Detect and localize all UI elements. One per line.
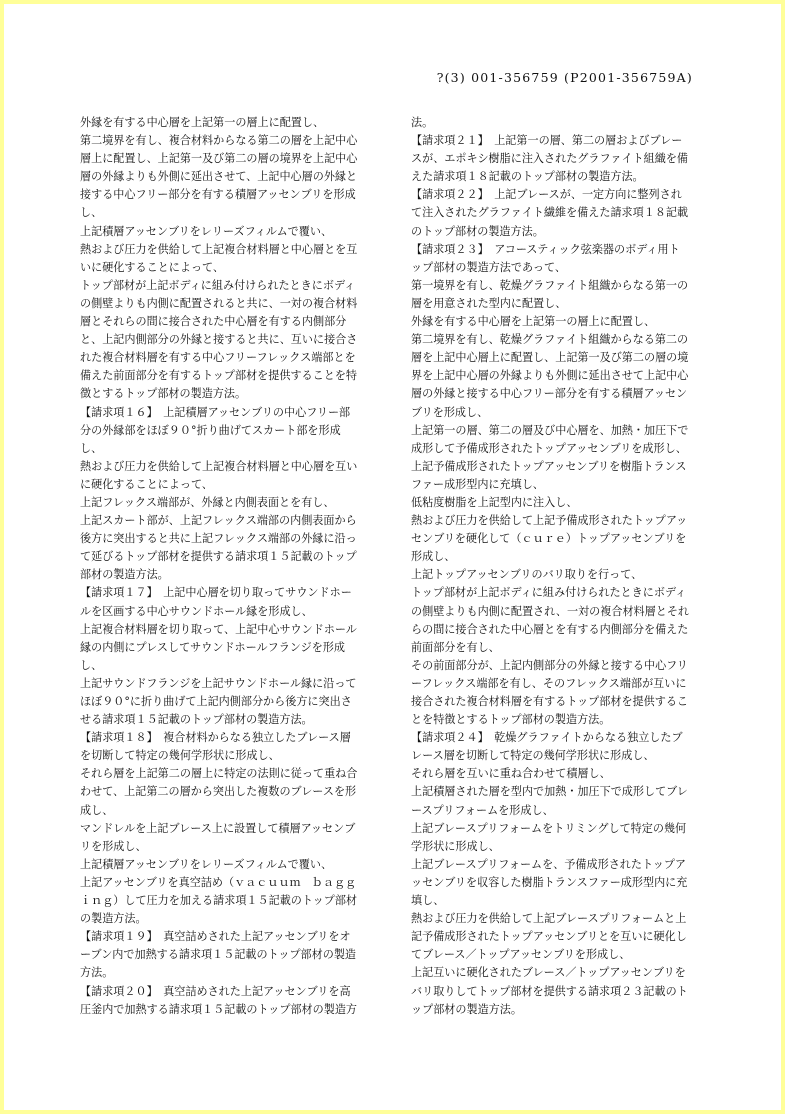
text-line: トップ部材が上記ボディに組み付けられたときにボディ (80, 278, 356, 292)
text-line: 接する中心フリー部分を有する積層アッセンブリを形成 (80, 188, 356, 202)
text-line: わせて、上記第二の層から突出した複数のブレースを形 (80, 785, 357, 799)
right-column (411, 114, 711, 1019)
text-line: 上記アッセンブリを真空詰め（ｖａｃｕｕｍ ｂａｇｇ (80, 875, 357, 889)
text-line: ースプリフォームを形成し、 (411, 803, 554, 817)
text-line: 圧釜内で加熱する請求項１５記載のトップ部材の製造方 (80, 1002, 358, 1016)
text-line: 【請求項１９】 真空詰めされた上記アッセンブリをオ (80, 930, 351, 944)
text-line: ファー成形型内に充填し、 (411, 477, 544, 491)
text-line: その前面部分が、上記内側部分の外縁と接する中心フリ (411, 658, 688, 672)
text-line: 成し、 (80, 803, 114, 817)
text-line: 上記ブレースプリフォームをトリミングして特定の幾何 (411, 821, 687, 835)
text-line: リを形成し、 (80, 839, 147, 853)
text-line: 【請求項１８】 複合材料からなる独立したブレース層 (80, 731, 351, 745)
text-line: ほぼ９０°に折り曲げて上記内側部分から後方に突出さ (80, 695, 352, 708)
text-line: 【請求項２１】 上記第一の層、第二の層およびブレー (411, 134, 683, 148)
text-line: 上記フレックス端部が、外縁と内側表面とを有し、 (80, 495, 335, 509)
text-line: バリ取りしてトップ部材を提供する請求項２３記載のト (411, 984, 688, 998)
text-line: 層の外縁と接する中心フリー部分を有する積層アッセン (411, 387, 688, 401)
text-line: ーブン内で加熱する請求項１５記載のトップ部材の製造 (80, 948, 357, 962)
text-line: 上記ブレースプリフォームを、予備成形されたトップア (411, 857, 687, 871)
text-line: 上記積層アッセンブリをレリーズフィルムで覆い、 (80, 857, 333, 871)
text-line: 上記積層された層を型内で加熱・加圧下で成形してブレ (411, 785, 688, 799)
text-line: 学形状に形成し、 (411, 839, 500, 853)
text-line: 上記積層アッセンブリをレリーズフィルムで覆い、 (80, 224, 333, 238)
text-line: のトップ部材の製造方法。 (411, 224, 544, 238)
text-line: 第一境界を有し、乾燥グラファイト組織からなる第一の (411, 278, 689, 292)
text-line: の側壁よりも内側に配置され、一対の複合材料層とそれ (411, 604, 690, 618)
text-line: 上記予備成形されたトップアッセンブリを樹脂トランス (411, 459, 687, 473)
text-line: 上記サウンドフランジを上記サウンドホール縁に沿って (80, 676, 357, 690)
text-line: て延びるトップ部材を提供する請求項１５記載のトップ (80, 550, 357, 564)
text-line: らの間に接合された中心層とを有する内側部分を備えた (411, 622, 689, 636)
page-header: ?(3) 001-356759 (P2001-356759A) (436, 70, 693, 85)
text-line: し、 (80, 441, 103, 455)
text-line: 低粘度樹脂を上記型内に注入し、 (411, 495, 578, 509)
text-line: 層を上記中心層上に配置し、上記第一及び第二の層の境 (411, 351, 689, 365)
text-line: せる請求項１５記載のトップ部材の製造方法。 (80, 713, 313, 727)
text-line: てブレース／トップアッセンブリを形成し、 (411, 948, 631, 962)
text-line: 第二境界を有し、乾燥グラファイト組織からなる第二の (411, 333, 689, 347)
text-line: ップ部材の製造方法。 (411, 1002, 522, 1016)
text-line: 【請求項２４】 乾燥グラファイトからなる独立したブ (411, 731, 683, 745)
text-line: 後方に突出すると共に上記フレックス端部の外縁に沿っ (80, 532, 357, 546)
text-line: 分の外縁部をほぼ９０°折り曲げてスカート部を形成 (80, 423, 341, 437)
text-line: 接合された複合材料層を有するトップ部材を提供するこ (411, 695, 689, 708)
text-line: それら層を互いに重ね合わせて積層し、 (411, 767, 611, 781)
text-line: 上記互いに硬化されたブレース／トップアッセンブリを (411, 966, 686, 980)
text-line: の側壁よりも内側に配置されると共に、一対の複合材料 (80, 296, 358, 310)
text-line: センブリを硬化して（ｃｕｒｅ）トップアッセンブリを (411, 532, 687, 546)
text-line: 前面部分を有し、 (411, 640, 500, 654)
left-column (80, 114, 380, 1019)
text-line: 記予備成形されたトップアッセンブリとを互いに硬化し (411, 930, 687, 944)
text-line: ーフレックス端部を有し、そのフレックス端部が互いに (411, 676, 687, 690)
text-line: と、上記内側部分の外縁と接すると共に、互いに接合さ (80, 333, 358, 347)
text-line: ッセンブリを収容した樹脂トランスファー成形型内に充 (411, 875, 688, 889)
text-line: 備えた前面部分を有するトップ部材を提供することを特 (80, 369, 358, 383)
text-line: ｉｎｇ）して圧力を加える請求項１５記載のトップ部材 (80, 894, 358, 908)
text-line: 法。 (411, 116, 434, 129)
text-line: し、 (80, 658, 103, 672)
text-line: て注入されたグラファイト繊維を備えた請求項１８記載 (411, 206, 689, 220)
text-line: いに硬化することによって、 (80, 260, 224, 274)
text-line: 熱および圧力を供給して上記複合材料層と中心層とを互 (80, 242, 358, 256)
text-line: トップ部材が上記ボディに組み付けられたときにボディ (411, 586, 687, 600)
text-line: ブリを形成し、 (411, 405, 489, 419)
text-line: 【請求項２２】 上記ブレースが、一定方向に整列され (411, 188, 682, 202)
text-line: 上記スカート部が、上記フレックス端部の内側表面から (80, 514, 357, 528)
text-line: れた複合材料層を有する中心フリーフレックス端部とを (80, 351, 356, 365)
text-line: 上記第一の層、第二の層及び中心層を、加熱・加圧下で (411, 423, 689, 437)
text-line: 層の外縁よりも外側に延出させて、上記中心層の外縁と (80, 170, 358, 184)
text-line: 【請求項２３】 アコースティック弦楽器のボディ用ト (411, 242, 680, 256)
text-line: 外縁を有する中心層を上記第一の層上に配置し、 (411, 315, 656, 329)
text-line: えた請求項１８記載のトップ部材の製造方法。 (411, 170, 644, 184)
text-line: 上記トップアッセンブリのバリ取りを行って、 (411, 568, 643, 582)
text-line: 部材の製造方法。 (80, 568, 169, 582)
text-line: 【請求項１６】 上記積層アッセンブリの中心フリー部 (80, 405, 351, 419)
text-line: スが、エポキシ樹脂に注入されたグラファイト組織を備 (411, 152, 689, 166)
text-line: ップ部材の製造方法であって、 (411, 260, 566, 274)
text-line: 熱および圧力を供給して上記複合材料層と中心層を互い (80, 459, 358, 473)
text-line: の製造方法。 (80, 912, 147, 926)
text-line: ルを区画する中心サウンドホール縁を形成し、 (80, 604, 313, 618)
text-line: 第二境界を有し、複合材料からなる第二の層を上記中心 (80, 134, 358, 148)
text-line: 層とそれらの間に接合された中心層を有する内側部分 (80, 315, 347, 329)
text-line: 形成し、 (411, 550, 456, 564)
text-line: 熱および圧力を供給して上記ブレースプリフォームと上 (411, 912, 687, 926)
text-line: 熱および圧力を供給して上記予備成形されたトップアッ (411, 514, 688, 528)
text-line: 填し、 (411, 894, 445, 908)
text-line: レース層を切断して特定の幾何学形状に形成し、 (411, 749, 655, 763)
text-line: 方法。 (80, 966, 114, 980)
text-line: 縁の内側にプレスしてサウンドホールフランジを形成 (80, 640, 345, 654)
text-line: 界を上記中心層の外縁よりも外側に延出させて上記中心 (411, 369, 689, 383)
text-line: 層を用意された型内に配置し、 (411, 296, 567, 310)
text-line: それら層を上記第二の層上に特定の法則に従って重ね合 (80, 767, 358, 781)
text-line: とを特徴とするトップ部材の製造方法。 (411, 713, 611, 727)
text-line: 【請求項１７】 上記中心層を切り取ってサウンドホー (80, 586, 352, 600)
text-line: 上記複合材料層を切り取って、上記中心サウンドホール (80, 622, 357, 636)
text-line: 層上に配置し、上記第一及び第二の層の境界を上記中心 (80, 152, 358, 166)
text-line: 成形して予備成形されたトップアッセンブリを成形し、 (411, 441, 687, 455)
text-line: マンドレルを上記ブレース上に設置して積層アッセンブ (80, 821, 356, 835)
text-line: に硬化することによって、 (80, 477, 213, 491)
text-line: し、 (80, 206, 103, 220)
text-line: を切断して特定の幾何学形状に形成し、 (80, 749, 280, 763)
text-line: 外縁を有する中心層を上記第一の層上に配置し、 (80, 116, 325, 129)
text-line: 徴とするトップ部材の製造方法。 (80, 387, 247, 401)
text-line: 【請求項２０】 真空詰めされた上記アッセンブリを高 (80, 984, 351, 998)
